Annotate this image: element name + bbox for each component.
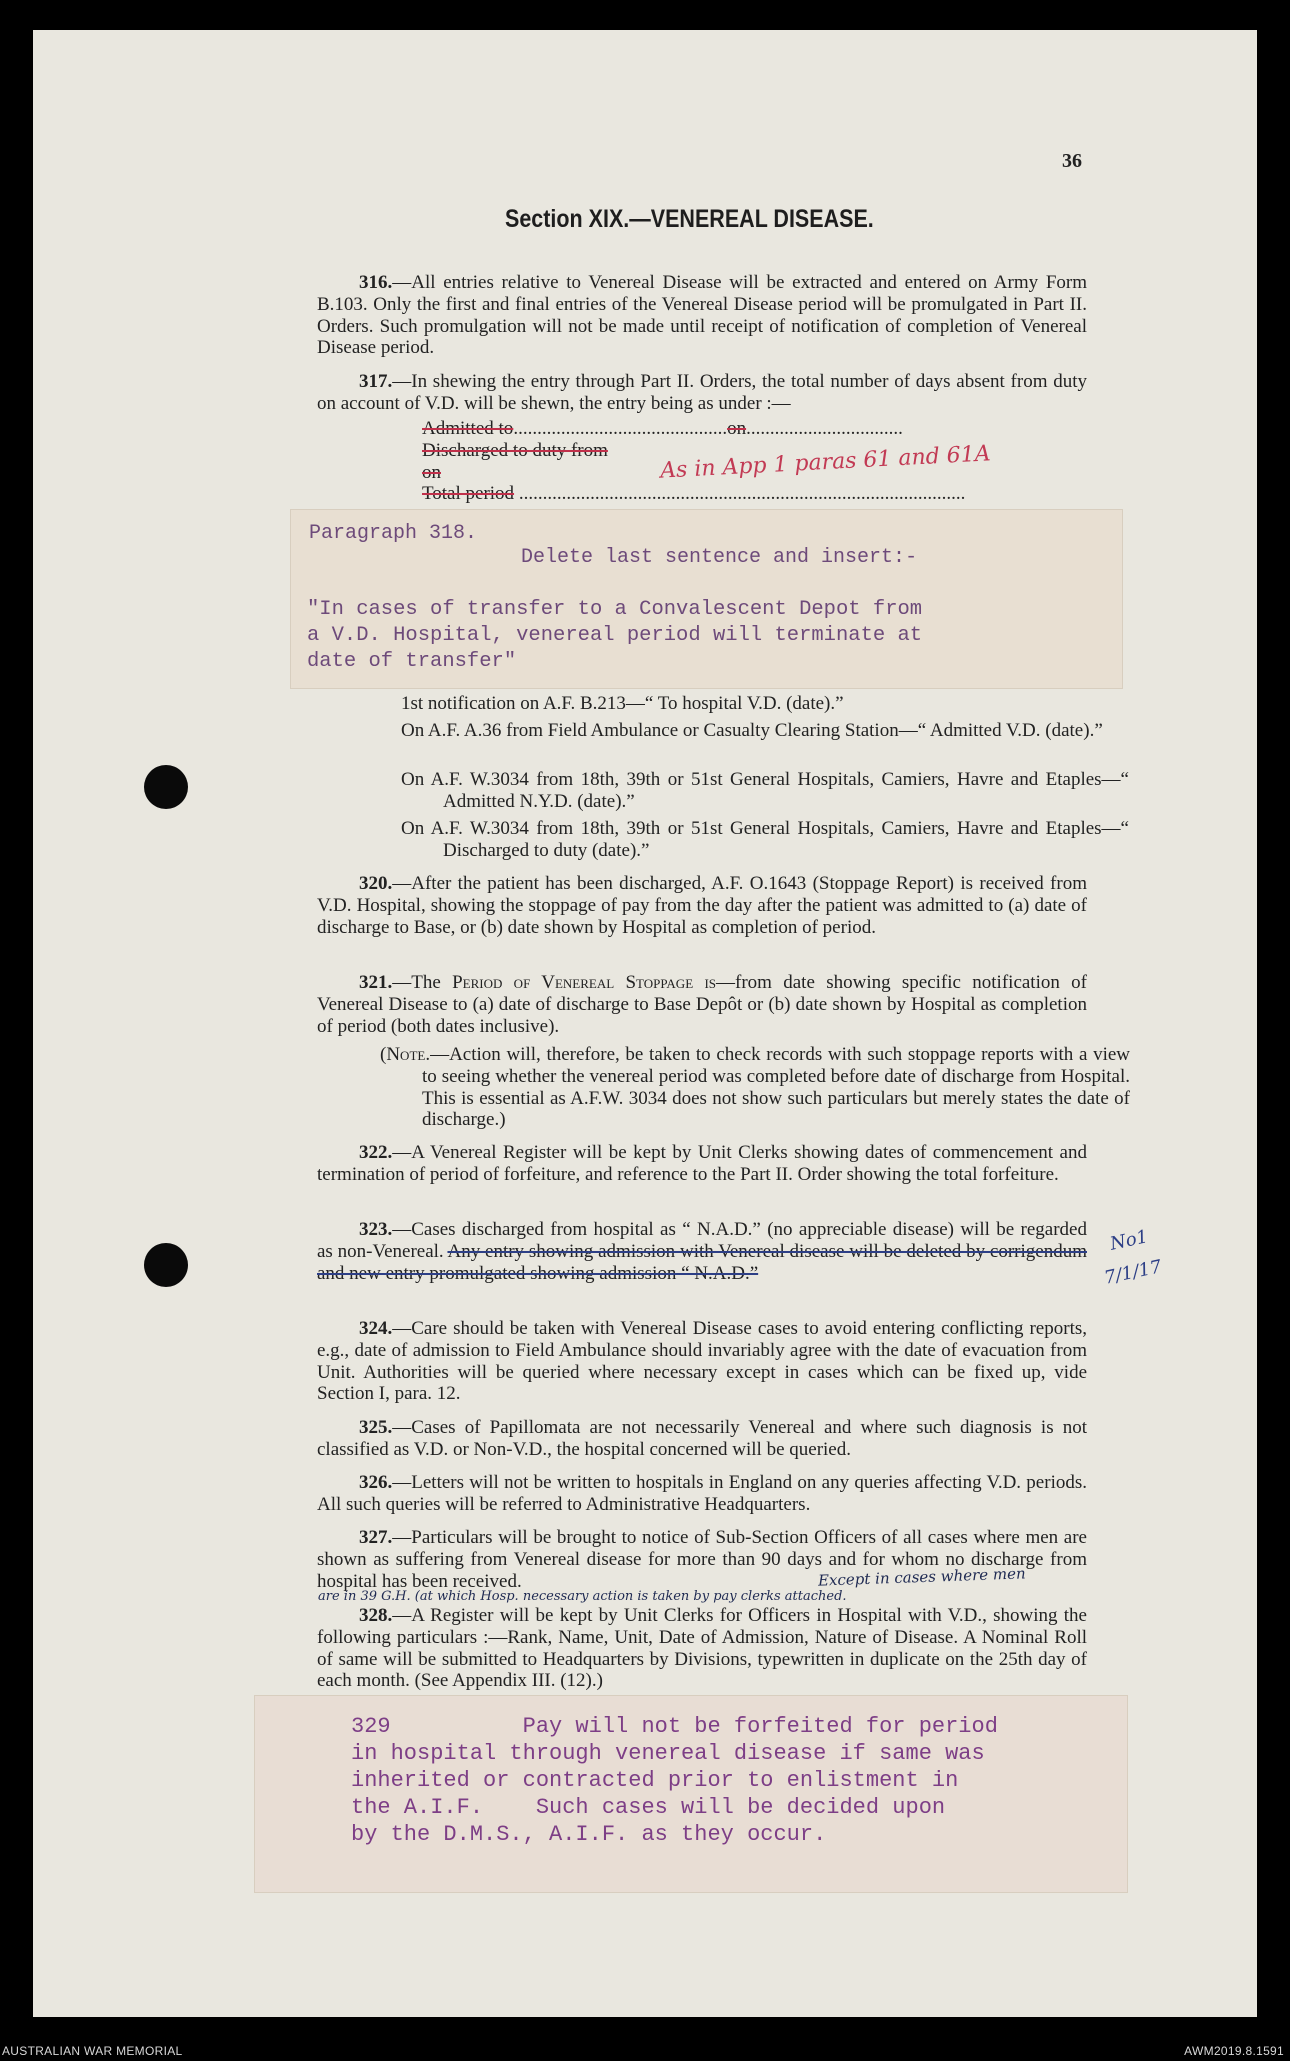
footer-accession-number: AWM2019.8.1591 [1184, 2044, 1284, 2058]
paragraph-number: 317. [359, 371, 393, 392]
paragraph-number: 325. [359, 1417, 393, 1438]
punch-hole-lower [144, 1243, 188, 1287]
paragraph-316 [317, 272, 1087, 359]
paragraph-328 [317, 1605, 1087, 1692]
entry-discharged: Discharged to duty from [422, 440, 608, 461]
amendment-line-4: the A.I.F. Such cases will be decided upon [351, 1795, 946, 1820]
handwritten-annotation-317: As in App 1 paras 61 and 61A [659, 441, 992, 484]
paragraph-text: —Cases of Papillomata are not necessarily Venereal and where such diagnosis is not classified as V.D. or Non-V.D., the hospital concerned will be queried. [317, 1417, 1087, 1460]
paragraph-number: 320. [359, 873, 393, 894]
handwritten-annotation-323b: 7/1/17 [1102, 1256, 1164, 1289]
list-item: On A.F. W.3034 from 18th, 39th or 51st General Hospitals, Camiers, Havre and Etaples—“ Admitted N.Y.D. (date).” [401, 769, 1129, 812]
section-heading: Section XIX.—VENEREAL DISEASE. [505, 205, 874, 233]
handwritten-annotation-327b: are in 39 G.H. (at which Hosp. necessary action is taken by pay clerks attached. [318, 1589, 847, 1604]
paragraph-text: —A Register will be kept by Unit Clerks for Officers in Hospital with V.D., showing the following particulars :—Rank, Name, Unit, Date of Admission, Nature of Disease. A Nominal Roll of same will be submitted to Headquarters by Divisions, typewritten in duplicate on the 25th day of each month. (See Appendix III. (12).) [317, 1605, 1087, 1692]
paragraph-text: —In shewing the entry through Part II. Orders, the total number of days absent from duty on account of V.D. will be shewn, the entry being as under :— [317, 371, 1087, 414]
amendment-line-3: inherited or contracted prior to enlistment in [351, 1768, 959, 1793]
paragraph-text: —Letters will not be written to hospitals in England on any queries affecting V.D. periods. All such queries will be referred to Administrative Headquarters. [317, 1472, 1087, 1515]
paragraph-326 [317, 1472, 1087, 1516]
amendment-line-5: by the D.M.S., A.I.F. as they occur. [351, 1822, 827, 1847]
amendment-line-1: 329 Pay will not be forfeited for period [351, 1714, 998, 1739]
pasted-amendment-318 [291, 510, 1122, 688]
paragraph-number: 328. [359, 1605, 393, 1626]
amendment-line-5: date of transfer" [307, 650, 517, 673]
paragraph-text: —Care should be taken with Venereal Disease cases to avoid entering conflicting reports, e.g., date of admission to Field Ambulance should invariably agree with the date of evacuation from Unit. Authorities will be queried where necessary except in cases which can be fixed up, vide Section I, para. 12. [317, 1318, 1087, 1405]
paragraph-322 [317, 1142, 1087, 1186]
paragraph-number: 326. [359, 1472, 393, 1493]
entry-total-period: Total period .............................................................................................. [422, 483, 966, 504]
paragraph-number: 323. [359, 1219, 393, 1240]
list-item: 1st notification on A.F. B.213—“ To hospital V.D. (date).” [401, 693, 844, 714]
note-text: —Action will, therefore, be taken to check records with such stoppage reports with a view to seeing whether the venereal period was completed before date of discharge from Hospital. This is essential as A.F.W. 3034 does not show such particulars but merely states the date of discharge.) [422, 1044, 1130, 1131]
punch-hole-upper [144, 765, 188, 809]
pasted-amendment-329 [255, 1696, 1127, 1892]
handwritten-annotation-323a: No1 [1108, 1226, 1150, 1255]
paragraph-323 [317, 1219, 1087, 1284]
paragraph-text: —Cases discharged from hospital as “ N.A.D.” (no appreciable disease) will be regarded as non-Venereal. [317, 1219, 1087, 1262]
paragraph-number: 327. [359, 1527, 393, 1548]
amendment-line-2: in hospital through venereal disease if same was [351, 1741, 985, 1766]
entry-admitted: Admitted to.............................................on................................. [422, 418, 903, 439]
paragraph-text: —After the patient has been discharged, A.F. O.1643 (Stoppage Report) is received from V.D. Hospital, showing the stoppage of pay from the day after the patient was admitted to (a) date of discharge to Base, or (b) date shown by Hospital as completion of period. [317, 873, 1087, 938]
paragraph-number: 324. [359, 1318, 393, 1339]
amendment-line-1: Paragraph 318. [309, 522, 478, 545]
amendment-line-3: "In cases of transfer to a Convalescent Depot from [307, 598, 923, 621]
paragraph-text: —Particulars will be brought to notice of Sub-Section Officers of all cases where men are shown as suffering from Venereal disease for more than 90 days and for whom no discharge from hospital has been received. [317, 1527, 1087, 1592]
note-321: (Note.—Action will, therefore, be taken to check records with such stoppage reports with a view to seeing whether the venereal period was completed before date of discharge from Hospital. This is essential as A.F.W. 3034 does not show such particulars but merely states the date of discharge.) [380, 1044, 1130, 1131]
footer-institution: AUSTRALIAN WAR MEMORIAL [2, 2044, 183, 2058]
entry-on: on [422, 462, 441, 483]
paragraph-317 [317, 371, 1087, 415]
amendment-line-4: a V.D. Hospital, venereal period will terminate at [307, 624, 923, 647]
paragraph-321: 321.—The Period of Venereal Stoppage is—from date showing specific notification of Venereal Disease to (a) date of discharge to Base Depôt or (b) date shown by Hospital as completion of period (both dates inclusive). [317, 972, 1087, 1037]
paragraph-text: —from date showing specific notification of Venereal Disease to (a) date of discharge to Base Depôt or (b) date shown by Hospital as completion of period (both dates inclusive). [317, 972, 1087, 1037]
handwritten-annotation-327a: Except in cases where men [817, 1564, 1026, 1590]
paragraph-number: 316. [359, 272, 393, 293]
paragraph-320 [317, 873, 1087, 938]
paragraph-text: —All entries relative to Venereal Disease will be extracted and entered on Army Form B.103. Only the first and final entries of the Venereal Disease period will be promulgated in Part II. Orders. Such promulgation will not be made until receipt of notification of completion of Venereal Disease period. [317, 272, 1087, 359]
struck-text: Any entry showing admission with Venereal disease will be deleted by corrigendum and new entry promulgated showing admission “ N.A.D.” [317, 1240, 1087, 1284]
small-caps-term: Period of Venereal Stoppage is [452, 972, 717, 993]
list-item: On A.F. W.3034 from 18th, 39th or 51st General Hospitals, Camiers, Havre and Etaples—“ Discharged to duty (date).” [401, 818, 1129, 861]
paragraph-text: —A Venereal Register will be kept by Unit Clerks showing dates of commencement and termination of period of forfeiture, and reference to the Part II. Order showing the total forfeiture. [317, 1142, 1087, 1185]
list-item: On A.F. A.36 from Field Ambulance or Casualty Clearing Station—“ Admitted V.D. (date).” [401, 720, 1103, 741]
note-label: Note. [386, 1044, 431, 1065]
paragraph-number: 321. [359, 972, 393, 993]
page-number: 36 [1062, 150, 1082, 172]
paragraph-324 [317, 1318, 1087, 1405]
amendment-line-2: Delete last sentence and insert:- [521, 546, 918, 569]
paragraph-number: 322. [359, 1142, 393, 1163]
paragraph-325 [317, 1417, 1087, 1461]
